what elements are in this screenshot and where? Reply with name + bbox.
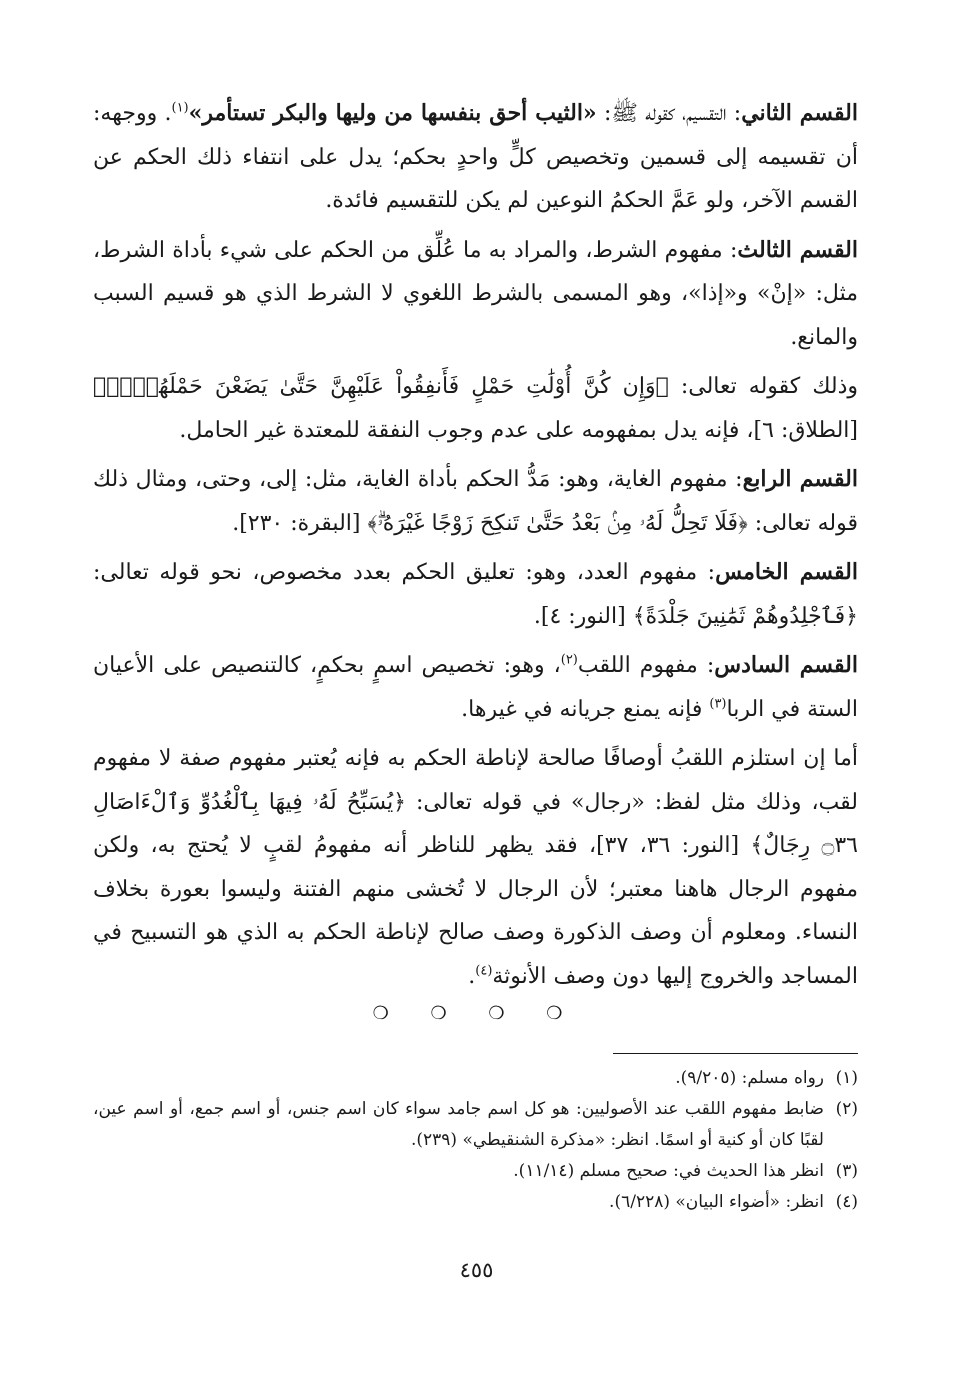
hadith-quote: «الثيب أحق بنفسها من وليها والبكر تستأمر» [188,100,597,126]
quran-verse: ﴿يُسَبِّحُ لَهُۥ فِيهَا بِٱلْغُدُوِّ وَٱلْءَاصَالِ ۝٣٦ رِجَالٌ﴾ [93,789,858,858]
footnote-ref[interactable]: (٢) [560,652,578,668]
section-separator: ❍ ❍ ❍ ❍ [372,1003,581,1024]
footnote-number: (٤) [835,1192,858,1212]
paragraph-fifth-section: القسم الخامس: مفهوم العدد، وهو: تعليق الحكم بعدد مخصوص، نحو قوله تعالى: ﴿فَٱجْلِدُوهُمْ ثَمَٰنِينَ جَلْدَةً﴾ [النور: ٤]. [93,559,858,629]
footnote-item [93,1187,858,1218]
footnote-item [93,1094,858,1156]
section-heading: القسم الرابع [742,466,858,492]
footnote-number: (٣) [835,1161,858,1181]
paragraph-second-section: القسم الثاني: التقسيم، كقوله ﷺ: «الثيب أحق بنفسها من وليها والبكر تستأمر»$^{(١)}$. ووجهه: أن تقسيمه إلى قسمين وتخصيص كلٍّ واحدٍ بحكم؛ يدل على انتفاء ذلك الحكم عن القسم الآخر، ولو عَمَّ الحكمُ النوعين لم يكن للتقسيم فائدة. [93,100,859,213]
footnote-number: (١) [835,1068,858,1088]
footnote-text: رواه مسلم: (٩/٢٠٥). [675,1068,824,1088]
footnote-ref[interactable]: (١) [171,100,189,116]
paragraph-third-section: القسم الثالث: مفهوم الشرط، والمراد به ما عُلِّق من الحكم على شيء بأداة الشرط، مثل: «إنْ» و«إذا»، وهو المسمى بالشرط اللغوي لا الشرط الذي هو قسيم السبب والمانع. [93,236,858,350]
section-heading: القسم الثاني [741,100,859,126]
footnotes [93,1063,858,1218]
footnote-item [93,1063,858,1094]
section-heading: القسم الثالث [737,236,858,263]
quran-verse: ﴿فَلَا تَحِلُّ لَهُۥ مِنۢ بَعْدُ حَتَّىٰ تَنكِحَ زَوْجًا غَيْرَهُۥۗ﴾ [367,510,748,536]
footnote-divider [613,1053,858,1054]
footnote-text: انظر هذا الحديث في: صحيح مسلم (١١/١٤). [513,1161,824,1181]
footnote-number: (٢) [835,1099,858,1119]
quran-verse: ﴿فَٱجْلِدُوهُمْ ثَمَٰنِينَ جَلْدَةً﴾ [632,603,858,629]
quran-verse: ﴿وَإِن كُنَّ أُوْلَٰتِ حَمْلٍ فَأَنفِقُواْ عَلَيْهِنَّ حَتَّىٰ يَضَعْنَ حَمْلَهُنَّۚ﴾ [93,374,669,399]
paragraph-quran-example: وذلك كقوله تعالى: ﴿وَإِن كُنَّ أُوْلَٰتِ حَمْلٍ فَأَنفِقُواْ عَلَيْهِنَّ حَتَّىٰ يَضَعْنَ حَمْلَهُنَّۚ﴾ [الطلاق: ٦]، فإنه يدل بمفهومه على عدم وجوب النفقة للمعتدة غير الحامل. [93,374,859,443]
footnote-text: انظر: «أضواء البيان» (٦/٢٢٨). [609,1192,824,1212]
paragraph-sixth-section: القسم السادس: مفهوم اللقب$^{(٢)}$، وهو: تخصيص اسمٍ بحكمٍ، كالتنصيص على الأعيان الستة في الربا$^{(٣)}$ فإنه يمنع جريانه في غيرها. [93,652,858,722]
section-heading: القسم السادس [714,652,858,678]
section-heading: القسم الخامس [715,559,858,585]
paragraph-fourth-section: القسم الرابع: مفهوم الغاية، وهو: مَدُّ الحكم بأداة الغاية، مثل: إلى، وحتى، ومثال ذلك قوله تعالى: ﴿فَلَا تَحِلُّ لَهُۥ مِنۢ بَعْدُ حَتَّىٰ تَنكِحَ زَوْجًا غَيْرَهُۥۗ﴾ [البقرة: ٢٣٠]. [93,466,858,536]
footnote-item [93,1156,858,1187]
footnote-ref[interactable]: (٣) [709,696,727,712]
footnote-ref[interactable]: (٤) [475,963,493,979]
main-text [93,92,858,1004]
paragraph-laqab-explanation: أما إن استلزم اللقبُ أوصافًا صالحة لإناطة الحكم به فإنه يُعتبر مفهوم صفة لا مفهوم لقب، وذلك مثل لفظ: «رجال» في قوله تعالى: ﴿يُسَبِّحُ لَهُۥ فِيهَا بِٱلْغُدُوِّ وَٱلْءَاصَالِ ۝٣٦ رِجَالٌ﴾ [النور: ٣٦، ٣٧]، فقد يظهر للناظر أنه مفهومُ لقبٍ لا يُحتج به، ولكن مفهوم الرجال هاهنا معتبر؛ لأن الرجال لا تُخشى منهم الفتنة وليسوا بعورة بخلاف النساء. ومعلوم أن وصف الذكورة وصف صالح لإناطة الحكم به الذي هو التسبيح في المساجد والخروج إليها دون وصف الأنوثة$^{(٤)}$. [93,746,858,989]
footnote-text: ضابط مفهوم اللقب عند الأصوليين: هو كل اسم جامد سواء كان اسم جنس، أو اسم جمع، أو اسم عين، لقبًا كان أو كنية أو اسمًا. انظر: «مذكرة الشنقيطي» (٢٣٩). [93,1099,824,1150]
page-number: ٤٥٥ [459,1258,494,1282]
